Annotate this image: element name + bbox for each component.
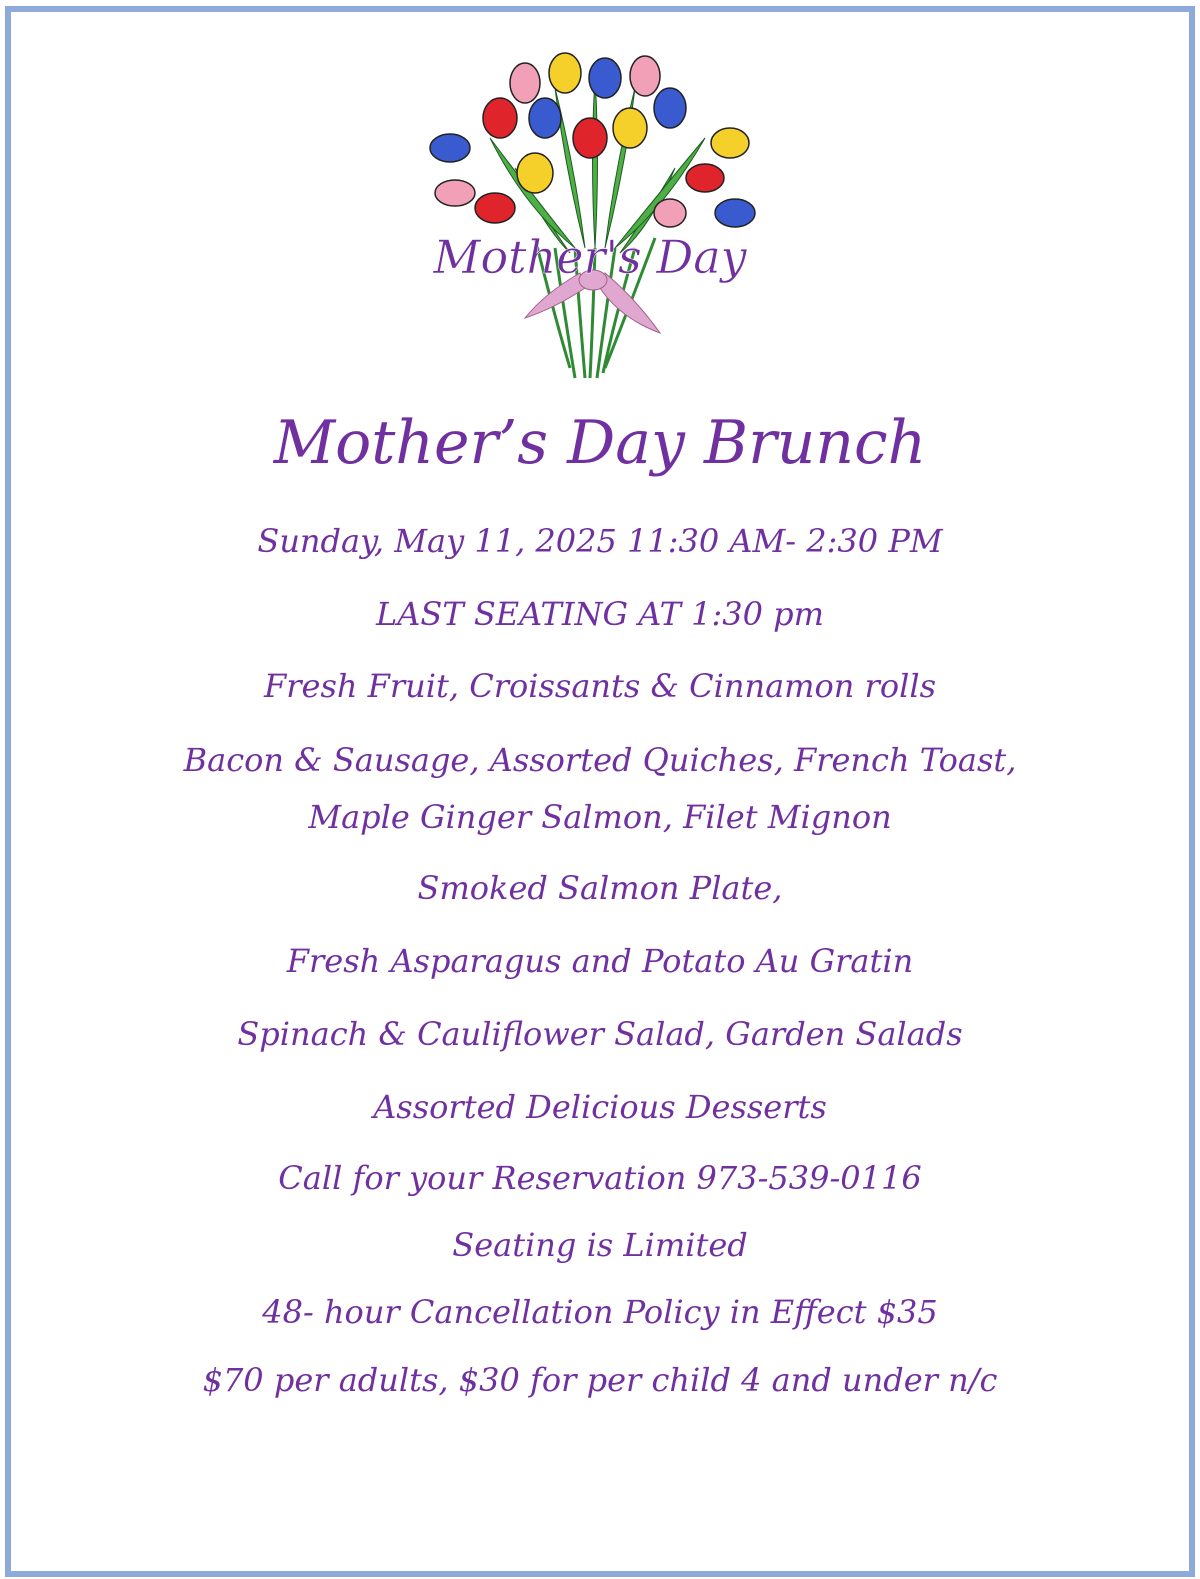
menu-line-1: Fresh Fruit, Croissants & Cinnamon rolls [264,667,936,705]
menu-line-4: Fresh Asparagus and Potato Au Gratin [286,942,914,980]
menu-line-2a: Bacon & Sausage, Assorted Quiches, French Toast, [183,741,1017,779]
mothers-day-bouquet-logo [405,48,785,388]
cancellation-line: 48- hour Cancellation Policy in Effect $35 [262,1293,938,1331]
menu-line-6: Assorted Delicious Desserts [373,1088,827,1126]
reservation-line: Call for your Reservation 973-539-0116 [278,1159,922,1197]
menu-line-2b: Maple Ginger Salmon, Filet Mignon [308,798,892,836]
menu-line-3: Smoked Salmon Plate, [417,869,783,907]
flyer-title: Mother’s Day Brunch [273,408,927,478]
last-seating-line: LAST SEATING AT 1:30 pm [376,595,824,633]
pricing-line: $70 per adults, $30 for per child 4 and under n/c [202,1361,998,1399]
menu-line-5: Spinach & Cauliflower Salad, Garden Salads [237,1015,963,1053]
mothers-day-logo-text: Mother's Day [433,230,747,284]
seating-limited-line: Seating is Limited [452,1226,748,1264]
date-time-line: Sunday, May 11, 2025 11:30 AM- 2:30 PM [257,522,943,560]
tulips [430,53,755,227]
